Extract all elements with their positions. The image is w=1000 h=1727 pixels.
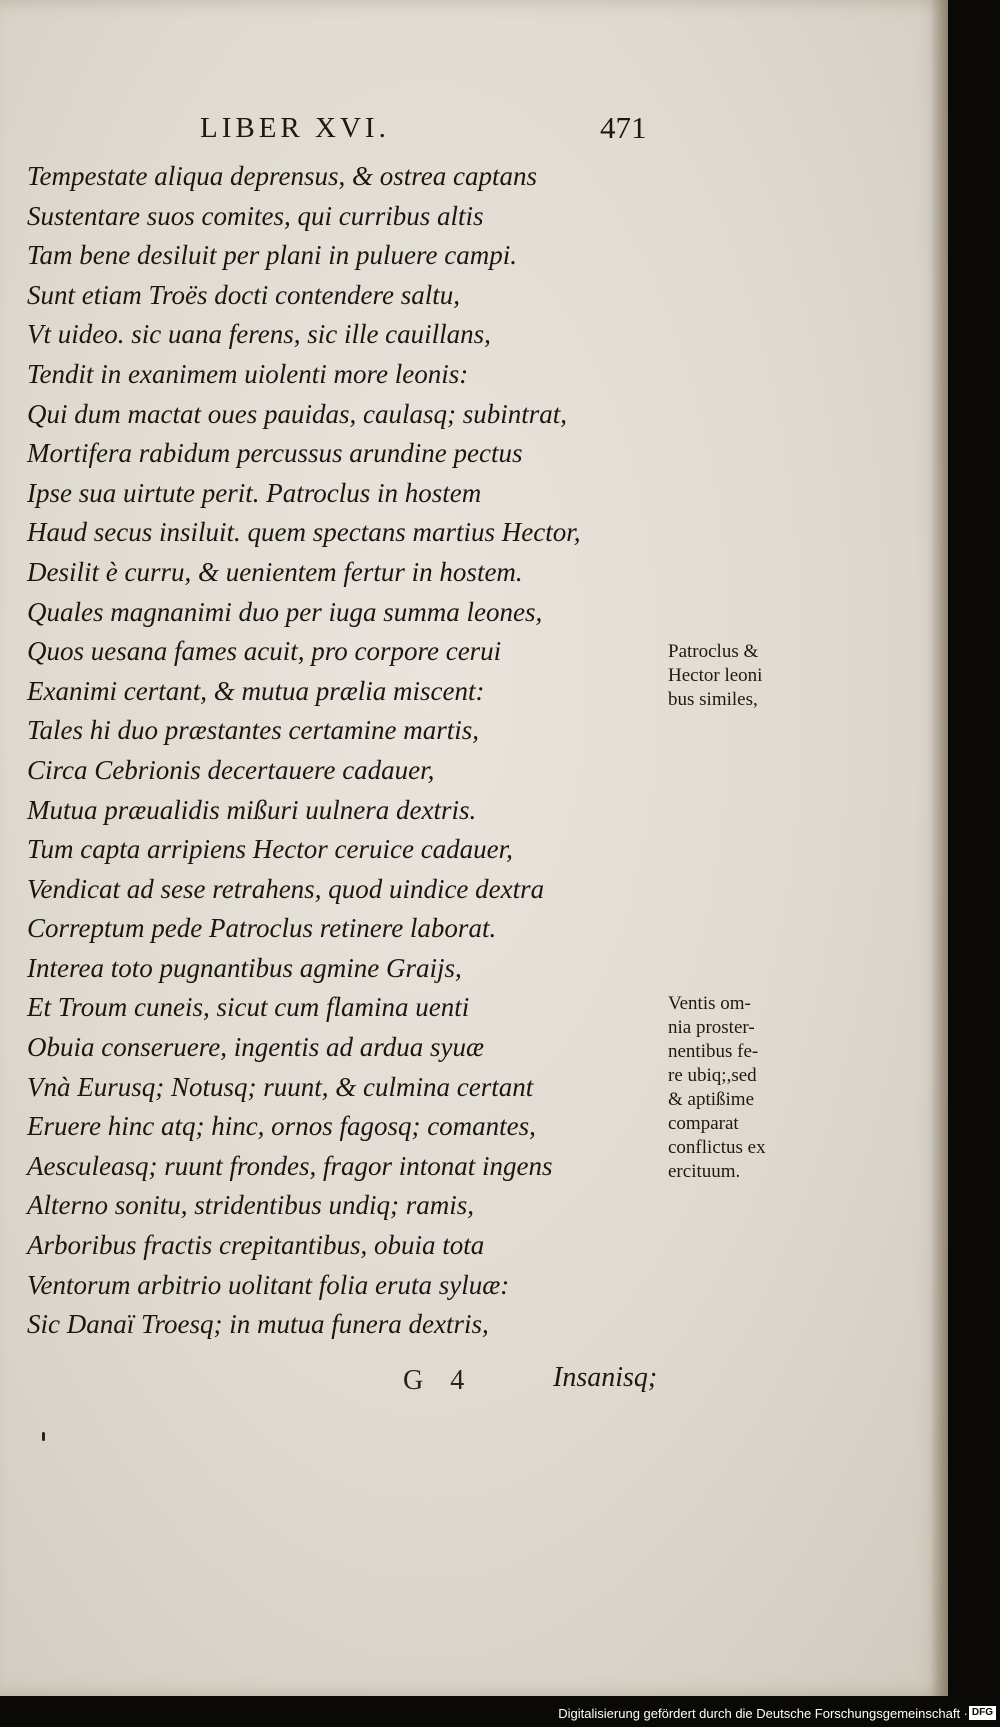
verse-line: Interea toto pugnantibus agmine Graijs,: [27, 952, 462, 983]
verse-line: Qui dum mactat oues pauidas, caulasq; subintrat,: [27, 398, 567, 429]
marginal-note-winds: [668, 992, 818, 1184]
verse-line: Alterno sonitu, stridentibus undiq; ramis,: [27, 1190, 475, 1221]
signature-mark: G 4: [403, 1365, 475, 1396]
verse-line: Correptum pede Patroclus retinere laborat.: [27, 913, 497, 944]
marginal-note-patroclus-hector: [668, 640, 818, 712]
verse-line: Tam bene desiluit per plani in puluere campi.: [27, 240, 517, 271]
running-head: LIBER XVI.: [200, 112, 390, 144]
verse-line: Circa Cebrionis decertauere cadauer,: [27, 754, 435, 785]
verse-line: Vt uideo. sic uana ferens, sic ille cauillans,: [27, 319, 491, 350]
digitization-credit: Digitalisierung gefördert durch die Deutsche Forschungsgemeinschaft ·: [558, 1706, 968, 1721]
verse-line: Ventorum arbitrio uolitant folia eruta syluæ:: [27, 1269, 510, 1300]
verse-line: Exanimi certant, & mutua prælia miscent:: [27, 675, 485, 706]
dfg-logo-icon: DFG: [969, 1706, 996, 1720]
marginal-note-line: re ubiq;,sed: [668, 1065, 757, 1086]
verse-line: Obuia conseruere, ingentis ad ardua syuæ: [27, 1032, 484, 1063]
marginal-note-line: conflictus ex: [668, 1137, 766, 1158]
verse-column: [27, 157, 657, 1345]
verse-line: Haud secus insiluit. quem spectans martius Hector,: [27, 517, 581, 548]
marginal-note-line: Hector leoni: [668, 665, 763, 686]
verse-line: Tempestate aliqua deprensus, & ostrea captans: [27, 161, 537, 191]
verse-line: Arboribus fractis crepitantibus, obuia tota: [27, 1230, 485, 1261]
marginal-note-line: Ventis om-: [668, 993, 751, 1014]
verse-line: Tum capta arripiens Hector ceruice cadauer,: [27, 834, 513, 865]
digitization-footer: [0, 1700, 1000, 1727]
verse-line: Aesculeasq; ruunt frondes, fragor intonat ingens: [27, 1150, 553, 1181]
verse-line: Mutua præualidis mißuri uulnera dextris.: [27, 794, 477, 825]
verse-line: Mortifera rabidum percussus arundine pectus: [27, 438, 523, 469]
page-number: 471: [600, 110, 647, 145]
verse-line: Eruere hinc atq; hinc, ornos fagosq; comantes,: [27, 1111, 536, 1142]
verse-line: Sic Danaï Troesq; in mutua funera dextris,: [27, 1309, 489, 1340]
verse-line: Sustentare suos comites, qui curribus altis: [27, 200, 484, 231]
verse-line: Tendit in exanimem uiolenti more leonis:: [27, 358, 469, 389]
marginal-note-line: nentibus fe-: [668, 1041, 759, 1062]
verse-line: Ipse sua uirtute perit. Patroclus in hostem: [27, 477, 482, 508]
verse-line: Quales magnanimi duo per iuga summa leones,: [27, 596, 543, 627]
marginal-note-line: bus similes,: [668, 689, 758, 710]
marginal-note-line: Patroclus &: [668, 641, 759, 662]
verse-line: Desilit è curru, & uenientem fertur in hostem.: [27, 556, 523, 587]
verse-line: Vendicat ad sese retrahens, quod uindice dextra: [27, 873, 545, 904]
verse-line: Tales hi duo præstantes certamine martis,: [27, 715, 480, 746]
marginal-note-line: nia proster-: [668, 1017, 755, 1038]
verse-line: Vnà Eurusq; Notusq; ruunt, & culmina certant: [27, 1071, 534, 1102]
ink-speck: [42, 1432, 45, 1441]
verse-line: Et Troum cuneis, sicut cum flamina uenti: [27, 992, 470, 1023]
verse-line: Quos uesana fames acuit, pro corpore cerui: [27, 636, 502, 667]
marginal-note-line: comparat: [668, 1113, 739, 1134]
catchword: Insanisq;: [553, 1362, 658, 1393]
verse-line: Sunt etiam Troës docti contendere saltu,: [27, 279, 460, 310]
marginal-note-line: ercituum.: [668, 1161, 741, 1182]
marginal-note-line: & aptißime: [668, 1089, 755, 1110]
